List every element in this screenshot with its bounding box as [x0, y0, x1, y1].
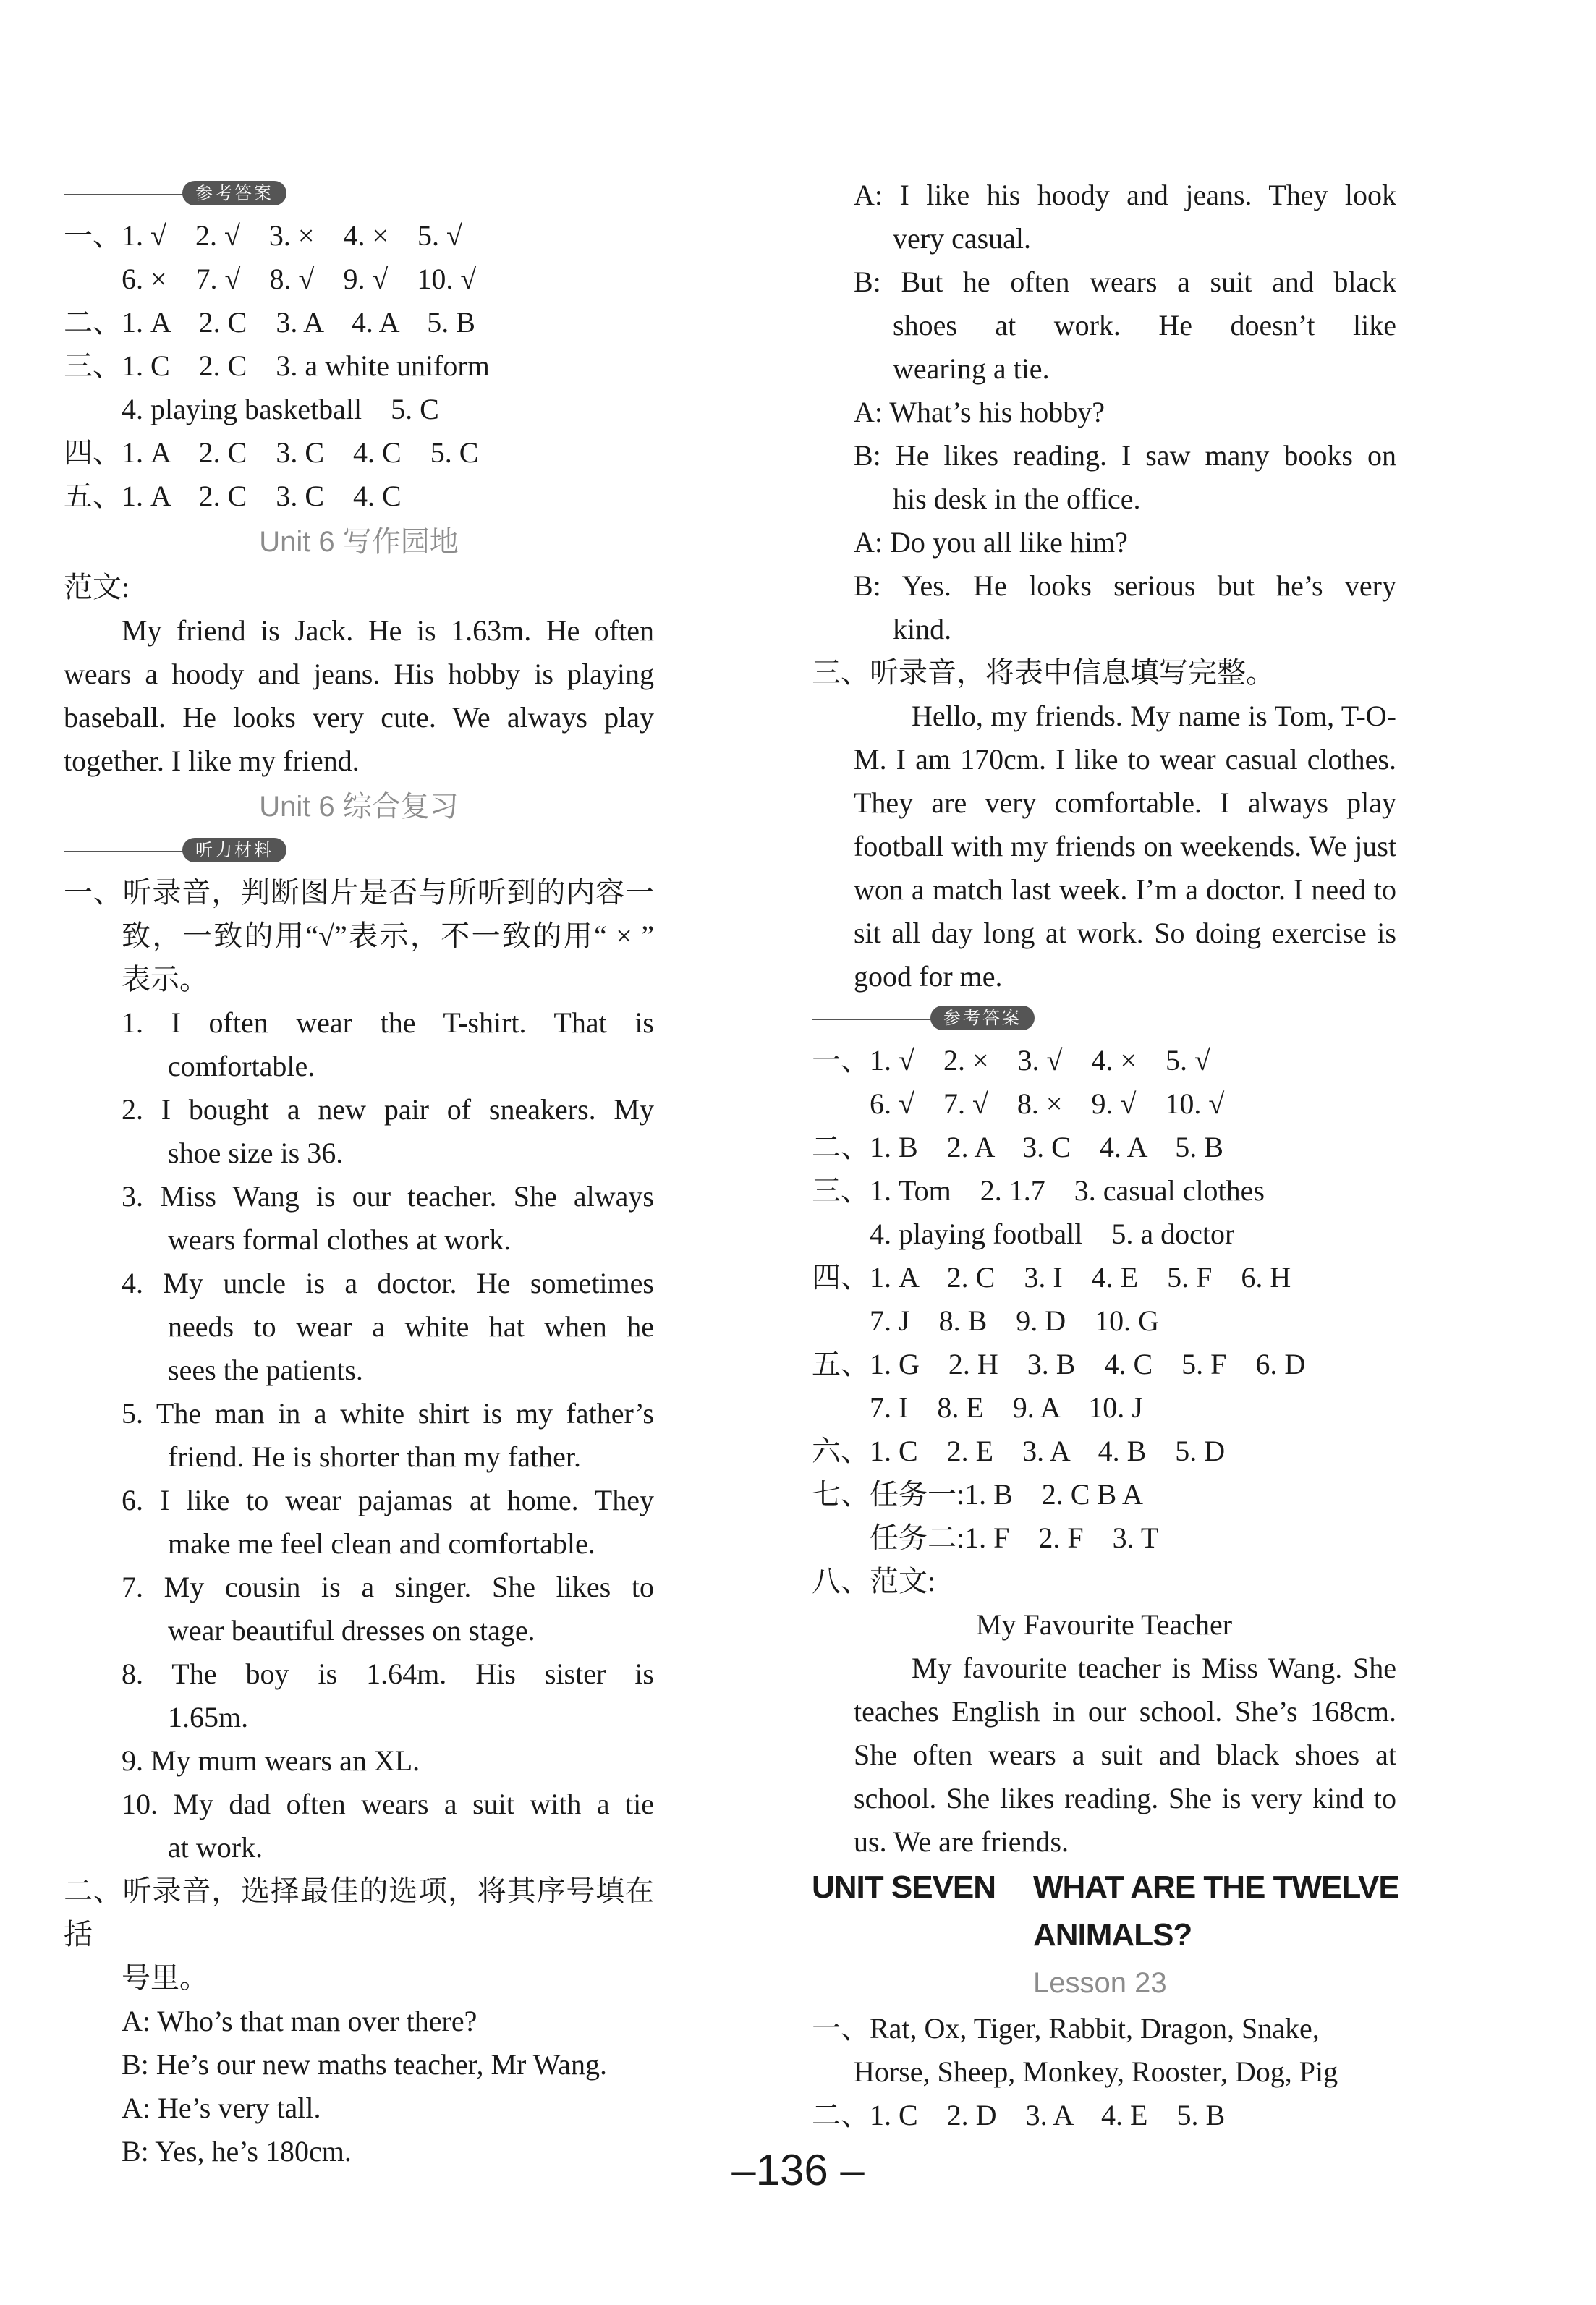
answer-line: 一、1. √ 2. × 3. √ 4. × 5. √: [812, 1044, 1210, 1077]
instruction-line: 二、听录音，选择最佳的选项，将其序号填在括: [64, 1875, 654, 1950]
listen-item: wears formal clothes at work.: [168, 1223, 512, 1256]
listen-item: 1. I often wear the T-shirt. That is: [122, 1006, 654, 1039]
answer-line: 四、1. A 2. C 3. I 4. E 5. F 6. H: [812, 1261, 1291, 1294]
answer-line: 7. J 8. B 9. D 10. G: [870, 1304, 1160, 1337]
listen-item: 3. Miss Wang is our teacher. She always: [122, 1180, 654, 1213]
instruction-line: 一、听录音，判断图片是否与所听到的内容一: [64, 876, 654, 909]
answer-key-label: 参考答案: [930, 1006, 1035, 1030]
sample-essay: My favourite teacher is Miss Wang. She teaches English in our school. She’s 168cm. She often wears a suit and black shoes at school. She likes reading. She is very kind to us. We are friends.: [854, 1652, 1396, 1858]
dialog-line: his desk in the office.: [893, 483, 1141, 515]
instruction-line: 表示。: [122, 963, 208, 996]
answer-line: 6. × 7. √ 8. √ 9. √ 10. √: [122, 263, 477, 295]
dialog-line: A: He’s very tall.: [122, 2092, 321, 2124]
answer-line: 二、1. B 2. A 3. C 4. A 5. B: [812, 1131, 1223, 1163]
answer-line: 二、1. A 2. C 3. A 4. A 5. B: [64, 306, 475, 339]
listen-item: 10. My dad often wears a suit with a tie: [122, 1788, 654, 1820]
answer-line: 7. I 8. E 9. A 10. J: [870, 1391, 1143, 1424]
answer-line: Horse, Sheep, Monkey, Rooster, Dog, Pig: [854, 2055, 1338, 2088]
instruction-line: 号里。: [122, 1961, 208, 1994]
answer-key-badge-1: [64, 174, 654, 214]
listen-item: 8. The boy is 1.64m. His sister is: [122, 1657, 654, 1690]
listen-item: 6. I like to wear pajamas at home. They: [122, 1484, 654, 1516]
answer-key-badge-2: [812, 998, 1396, 1039]
instruction-line: 致，一致的用“√”表示，不一致的用“ × ”: [122, 920, 654, 952]
answer-line: 一、Rat, Ox, Tiger, Rabbit, Dragon, Snake,: [812, 2012, 1320, 2045]
unit-seven-heading: [812, 1864, 1399, 1959]
listen-item: sees the patients.: [168, 1354, 363, 1386]
dialog-line: very casual.: [893, 222, 1032, 255]
answer-line: 一、1. √ 2. √ 3. × 4. × 5. √: [64, 219, 462, 252]
right-column: [812, 174, 1399, 2137]
listening-passage: Hello, my friends. My name is Tom, T-O-M. I am 170cm. I like to wear casual clothes. They are very comfortable. I always play football with my friends on weekends. We just won a match last week. I’m a doctor. I need to sit all day long at work. So doing exercise is good for me.: [854, 700, 1396, 993]
listening-badge: [64, 831, 654, 871]
dialog-line: B: He’s our new maths teacher, Mr Wang.: [122, 2048, 607, 2081]
dialog-line: B: He likes reading. I saw many books on: [854, 439, 1396, 472]
dialog-line: shoes at work. He doesn’t like: [893, 309, 1396, 341]
lesson-heading: Lesson 23: [1033, 1967, 1167, 1999]
dialog-line: kind.: [893, 613, 952, 645]
dialog-line: A: I like his hoody and jeans. They look: [854, 179, 1396, 211]
dialog-line: B: Yes, he’s 180cm.: [122, 2135, 352, 2168]
dialog-line: A: What’s his hobby?: [854, 396, 1105, 428]
unit-seven-label: UNIT SEVEN: [812, 1869, 996, 1905]
page-number: –136 –: [731, 2146, 865, 2194]
listen-item: needs to wear a white hat when he: [168, 1310, 654, 1343]
dialog-line: B: But he often wears a suit and black: [854, 266, 1396, 298]
listening-label: 听力材料: [182, 838, 286, 862]
answer-line: 四、1. A 2. C 3. C 4. C 5. C: [64, 436, 479, 469]
listen-item: wear beautiful dresses on stage.: [168, 1614, 535, 1647]
answer-line: 三、1. Tom 2. 1.7 3. casual clothes: [812, 1174, 1265, 1207]
listen-item: 5. The man in a white shirt is my father’s: [122, 1397, 654, 1430]
answer-line: 4. playing football 5. a doctor: [870, 1218, 1235, 1250]
listen-item: comfortable.: [168, 1050, 315, 1082]
sample-essay-label: 范文:: [64, 571, 130, 603]
dialog-line: A: Who’s that man over there?: [122, 2005, 477, 2037]
answer-line: 六、1. C 2. E 3. A 4. B 5. D: [812, 1435, 1226, 1467]
answer-line: 三、1. C 2. C 3. a white uniform: [64, 349, 490, 382]
instruction-line: 三、听录音，将表中信息填写完整。: [812, 656, 1275, 689]
review-heading: Unit 6 综合复习: [259, 791, 459, 823]
listen-item: 7. My cousin is a singer. She likes to: [122, 1571, 654, 1603]
sample-essay: My friend is Jack. He is 1.63m. He often wears a hoody and jeans. His hobby is playing baseball. He looks very cute. We always play together. I like my friend.: [64, 614, 654, 777]
listen-item: friend. He is shorter than my father.: [168, 1440, 581, 1473]
listen-item: at work.: [168, 1831, 263, 1864]
answer-line: 任务二:1. F 2. F 3. T: [870, 1521, 1159, 1554]
listen-item: 9. My mum wears an XL.: [122, 1744, 420, 1777]
writing-heading: Unit 6 写作园地: [259, 526, 459, 558]
answer-key-label: 参考答案: [182, 181, 286, 205]
answer-line: 二、1. C 2. D 3. A 4. E 5. B: [812, 2099, 1226, 2131]
listen-item: shoe size is 36.: [168, 1137, 344, 1169]
answer-line: 6. √ 7. √ 8. × 9. √ 10. √: [870, 1087, 1225, 1120]
answer-line: 五、1. G 2. H 3. B 4. C 5. F 6. D: [812, 1348, 1306, 1380]
unit-seven-title-1: WHAT ARE THE TWELVE: [1033, 1869, 1399, 1905]
answer-line: 七、任务一:1. B 2. C B A: [812, 1478, 1143, 1511]
listen-item: 1.65m.: [168, 1701, 249, 1733]
essay-title: My Favourite Teacher: [975, 1608, 1233, 1641]
answer-line: 4. playing basketball 5. C: [122, 393, 439, 425]
listen-item: 2. I bought a new pair of sneakers. My: [122, 1093, 654, 1126]
listen-item: 4. My uncle is a doctor. He sometimes: [122, 1267, 654, 1299]
answer-line: 五、1. A 2. C 3. C 4. C: [64, 480, 402, 512]
dialog-line: wearing a tie.: [893, 352, 1050, 385]
dialog-line: B: Yes. He looks serious but he’s very: [854, 569, 1396, 602]
unit-seven-title-2: ANIMALS?: [1033, 1917, 1192, 1953]
dialog-line: A: Do you all like him?: [854, 526, 1128, 559]
answer-line: 八、范文:: [812, 1565, 936, 1597]
left-column: [64, 174, 654, 2173]
listen-item: make me feel clean and comfortable.: [168, 1527, 595, 1560]
